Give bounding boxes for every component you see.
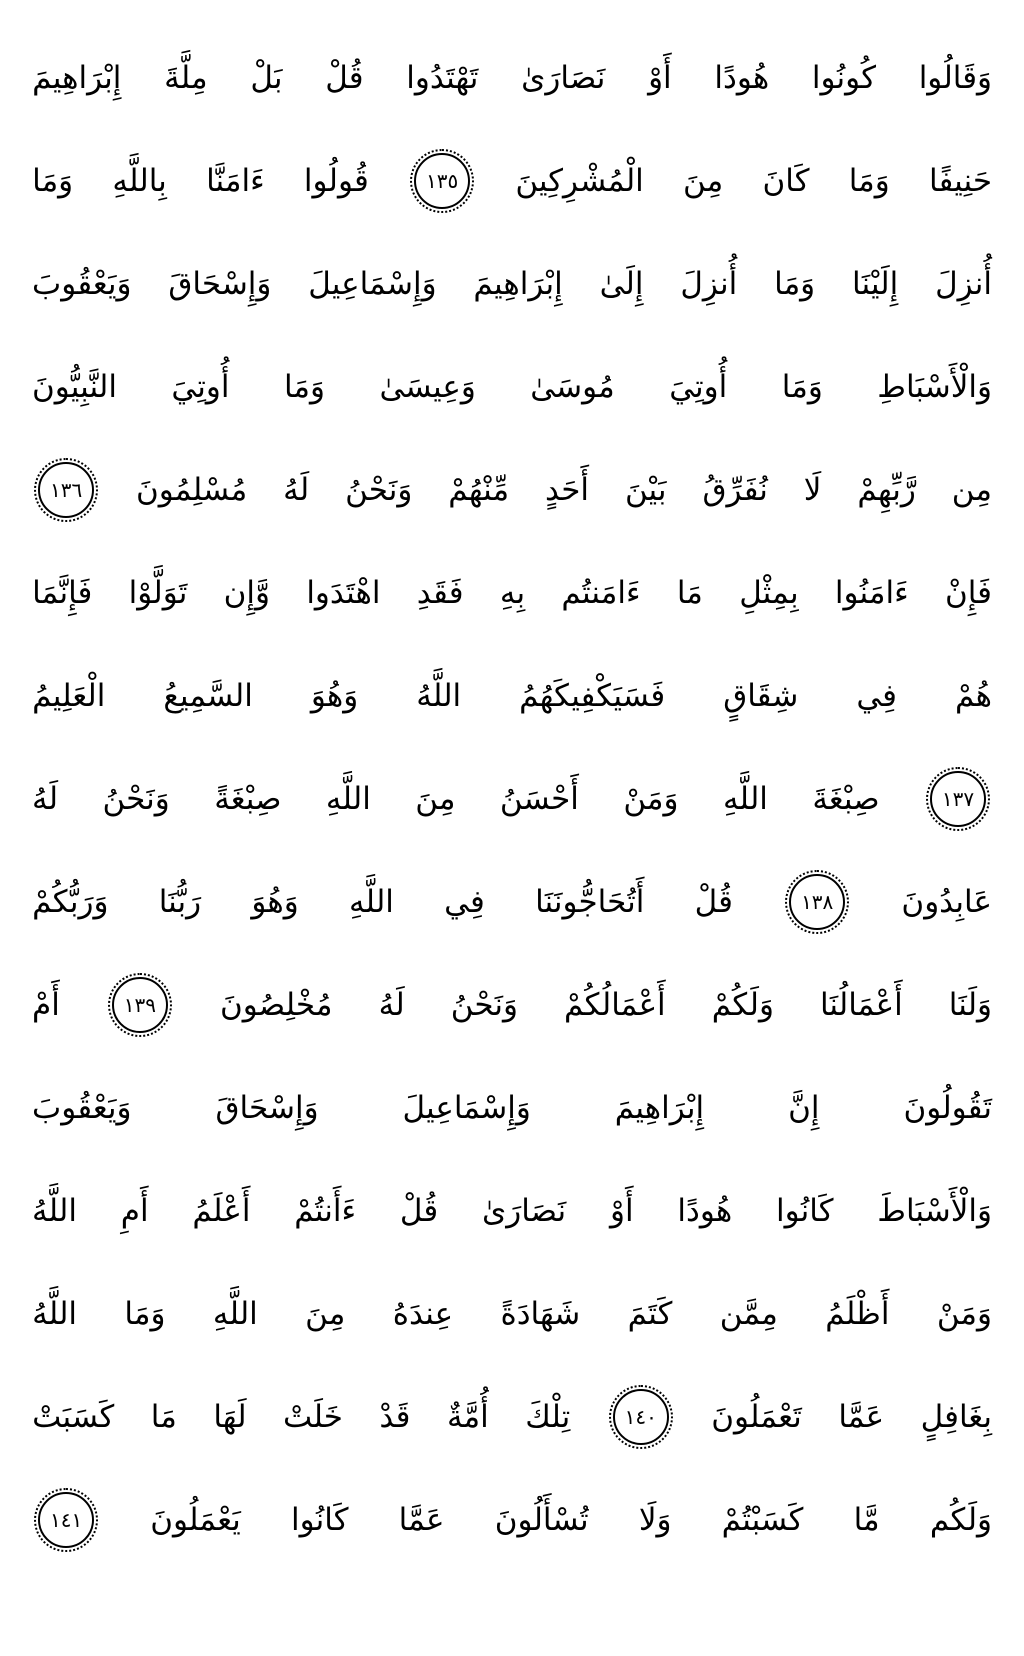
- ayah-end-marker-icon: [38, 1492, 94, 1548]
- verse-word: مِنَ: [415, 780, 456, 817]
- verse-word: حَنِيفًا: [929, 162, 992, 199]
- verse-word: قَدْ: [379, 1398, 411, 1435]
- verse-word: وَيَعْقُوبَ: [32, 265, 132, 302]
- verse-word: عَمَّا: [398, 1501, 445, 1538]
- verse-word: وَنَحْنُ: [345, 471, 413, 508]
- verse-word: وَهُوَ: [251, 883, 299, 920]
- verse-word: صِبْغَةً: [214, 780, 282, 817]
- quran-text-block: [32, 26, 992, 1571]
- verse-word: فَإِنْ: [944, 574, 992, 611]
- ayah-number: ١٤١: [49, 1507, 83, 1532]
- verse-word: وَمَا: [32, 162, 74, 199]
- verse-word: تَعْمَلُونَ: [711, 1398, 802, 1435]
- quran-line-14: [32, 1365, 992, 1468]
- verse-word: مُخْلِصُونَ: [219, 986, 333, 1023]
- verse-word: أَحْسَنُ: [499, 780, 579, 817]
- verse-word: يَعْمَلُونَ: [150, 1501, 241, 1538]
- verse-word: مَا: [676, 574, 703, 611]
- verse-word: ءَامَنتُم: [561, 574, 641, 611]
- verse-word: اللَّهُ: [416, 677, 462, 714]
- verse-word: خَلَتْ: [283, 1398, 343, 1435]
- verse-word: لَهُ: [32, 780, 59, 817]
- verse-word: أَظْلَمُ: [825, 1295, 890, 1332]
- ayah-end-marker-icon: [789, 874, 845, 930]
- verse-word: أُوتِيَ: [171, 368, 230, 405]
- verse-word: قُلْ: [325, 59, 364, 96]
- verse-word: رَّبِّهِمْ: [857, 471, 916, 508]
- verse-word: تَقُولُونَ: [903, 1089, 992, 1126]
- ayah-number: ١٣٦: [50, 477, 83, 502]
- verse-word: اللَّهُ: [32, 1192, 77, 1229]
- verse-word: وَمَا: [781, 368, 823, 405]
- verse-word: إِبْرَاهِيمَ: [32, 59, 122, 96]
- verse-word: وَيَعْقُوبَ: [32, 1089, 132, 1126]
- verse-word: فِي: [444, 883, 485, 920]
- verse-word: وَإِسْحَاقَ: [215, 1089, 319, 1126]
- verse-word: عِندَهُ: [392, 1295, 454, 1332]
- verse-word: بَيْنَ: [624, 471, 667, 508]
- verse-word: مَا: [150, 1398, 177, 1435]
- verse-word: قُلْ: [694, 883, 733, 920]
- verse-word: فَقَدِ: [416, 574, 464, 611]
- quran-line-5: [32, 438, 992, 541]
- verse-word: أُنزِلَ: [935, 265, 992, 302]
- verse-word: النَّبِيُّونَ: [32, 368, 117, 405]
- verse-word: اهْتَدَوا: [306, 574, 381, 611]
- quran-line-12: [32, 1159, 992, 1262]
- verse-word: وَالْأَسْبَاطِ: [877, 368, 992, 405]
- verse-word: ءَامَنَّا: [206, 162, 265, 199]
- verse-word: إِبْرَاهِيمَ: [473, 265, 563, 302]
- ayah-number: ١٣٧: [941, 786, 975, 811]
- verse-word: أَمْ: [32, 986, 60, 1023]
- verse-word: إِلَيْنَا: [852, 265, 899, 302]
- verse-word: وَإِسْمَاعِيلَ: [402, 1089, 531, 1126]
- verse-word: فِي: [856, 677, 898, 714]
- verse-word: اللَّهِ: [325, 780, 371, 817]
- ayah-number: ١٣٩: [123, 992, 157, 1017]
- verse-word: وَرَبُّكُمْ: [32, 883, 109, 920]
- verse-word: مَّا: [853, 1501, 880, 1538]
- verse-word: أُمَّةٌ: [446, 1398, 489, 1435]
- verse-word: وَلَنَا: [948, 986, 992, 1023]
- verse-word: لَهُ: [283, 471, 310, 508]
- verse-word: مِمَّن: [719, 1295, 778, 1332]
- verse-word: وَإِسْحَاقَ: [168, 265, 272, 302]
- verse-word: وَلَكُمْ: [711, 986, 774, 1023]
- verse-word: السَّمِيعُ: [163, 677, 253, 714]
- verse-word: عَابِدُونَ: [901, 883, 992, 920]
- verse-word: أَوْ: [648, 59, 672, 96]
- verse-word: بَلْ: [250, 59, 283, 96]
- verse-word: مِن: [951, 471, 992, 508]
- verse-word: اللَّهُ: [32, 1295, 78, 1332]
- ayah-number: ١٣٨: [801, 889, 834, 914]
- verse-word: أُوتِيَ: [669, 368, 728, 405]
- quran-line-3: [32, 232, 992, 335]
- verse-word: قُلْ: [399, 1192, 439, 1229]
- verse-word: بِهِ: [499, 574, 526, 611]
- verse-word: مِلَّةَ: [164, 59, 208, 96]
- verse-word: ءَأَنتُمْ: [294, 1192, 357, 1229]
- verse-word: كَانُوا: [291, 1501, 349, 1538]
- verse-word: إِبْرَاهِيمَ: [614, 1089, 705, 1126]
- verse-word: رَبُّنَا: [158, 883, 202, 920]
- verse-word: مُسْلِمُونَ: [136, 471, 248, 508]
- verse-word: عَمَّا: [838, 1398, 885, 1435]
- verse-word: هُمْ: [955, 677, 992, 714]
- verse-word: نَصَارَىٰ: [481, 1192, 567, 1229]
- verse-word: وَنَحْنُ: [450, 986, 518, 1023]
- quran-line-15: [32, 1468, 992, 1571]
- verse-word: نُفَرِّقُ: [702, 471, 768, 508]
- verse-word: أَتُحَاجُّونَنَا: [535, 883, 645, 920]
- verse-word: وَنَحْنُ: [102, 780, 170, 817]
- quran-line-4: [32, 335, 992, 438]
- verse-word: اللَّهِ: [722, 780, 768, 817]
- verse-word: صِبْغَةَ: [812, 780, 880, 817]
- verse-word: الْعَلِيمُ: [32, 677, 106, 714]
- verse-word: مِنَ: [683, 162, 724, 199]
- verse-word: وَلَا: [638, 1501, 672, 1538]
- verse-word: وَمَنْ: [623, 780, 679, 817]
- verse-word: تَهْتَدُوا: [406, 59, 479, 96]
- quran-line-6: [32, 541, 992, 644]
- quran-line-7: [32, 644, 992, 747]
- verse-word: وَمَا: [283, 368, 325, 405]
- verse-word: كُونُوا: [811, 59, 876, 96]
- ayah-end-marker-icon: [112, 977, 168, 1033]
- verse-word: تِلْكَ: [525, 1398, 571, 1435]
- verse-word: إِنَّ: [788, 1089, 820, 1126]
- verse-word: أَمِ: [120, 1192, 149, 1229]
- verse-word: بِاللَّهِ: [112, 162, 167, 199]
- quran-line-10: [32, 953, 992, 1056]
- verse-word: وَالْأَسْبَاطَ: [877, 1192, 992, 1229]
- verse-word: فَسَيَكْفِيكَهُمُ: [519, 677, 666, 714]
- quran-line-9: [32, 850, 992, 953]
- quran-line-2: [32, 129, 992, 232]
- ayah-end-marker-icon: [930, 771, 986, 827]
- verse-word: وَإِسْمَاعِيلَ: [308, 265, 437, 302]
- verse-word: وَمَا: [124, 1295, 166, 1332]
- verse-word: هُودًا: [714, 59, 770, 96]
- verse-word: مِنَ: [305, 1295, 346, 1332]
- verse-word: إِلَىٰ: [599, 265, 644, 302]
- verse-word: أَحَدٍ: [545, 471, 590, 508]
- verse-word: وَمَا: [848, 162, 890, 199]
- verse-word: مُوسَىٰ: [530, 368, 615, 405]
- verse-word: كَسَبْتُمْ: [721, 1501, 804, 1538]
- verse-word: وَمَا: [774, 265, 816, 302]
- verse-word: أَعْمَالُنَا: [819, 986, 903, 1023]
- verse-word: كَتَمَ: [627, 1295, 673, 1332]
- verse-word: كَانَ: [762, 162, 810, 199]
- verse-word: لَا: [803, 471, 822, 508]
- quran-line-11: [32, 1056, 992, 1159]
- verse-word: أُنزِلَ: [680, 265, 738, 302]
- ayah-number: ١٤٠: [624, 1404, 657, 1429]
- verse-word: هُودًا: [677, 1192, 733, 1229]
- ayah-end-marker-icon: [38, 462, 94, 518]
- quran-line-8: [32, 747, 992, 850]
- verse-word: وَعِيسَىٰ: [379, 368, 476, 405]
- verse-word: الْمُشْرِكِينَ: [515, 162, 644, 199]
- verse-word: وَمَنْ: [936, 1295, 992, 1332]
- verse-word: تَوَلَّوْا: [128, 574, 188, 611]
- verse-word: ءَامَنُوا: [834, 574, 909, 611]
- verse-word: بِغَافِلٍ: [920, 1398, 992, 1435]
- ayah-end-marker-icon: [414, 153, 470, 209]
- verse-word: شِقَاقٍ: [723, 677, 799, 714]
- verse-word: بِمِثْلِ: [739, 574, 799, 611]
- verse-word: اللَّهِ: [348, 883, 394, 920]
- quran-line-13: [32, 1262, 992, 1365]
- verse-word: لَهُ: [378, 986, 405, 1023]
- verse-word: وَّإِن: [223, 574, 271, 611]
- verse-word: كَانُوا: [776, 1192, 834, 1229]
- verse-word: شَهَادَةً: [500, 1295, 581, 1332]
- verse-word: كَسَبَتْ: [32, 1398, 115, 1435]
- verse-word: أَعْلَمُ: [192, 1192, 251, 1229]
- verse-word: مِّنْهُمْ: [448, 471, 510, 508]
- verse-word: فَإِنَّمَا: [32, 574, 93, 611]
- verse-word: أَوْ: [610, 1192, 634, 1229]
- verse-word: وَلَكُم: [929, 1501, 992, 1538]
- ayah-number: ١٣٥: [425, 168, 459, 193]
- verse-word: قُولُوا: [303, 162, 369, 199]
- ayah-end-marker-icon: [613, 1389, 669, 1445]
- verse-word: لَهَا: [213, 1398, 247, 1435]
- verse-word: وَقَالُوا: [918, 59, 992, 96]
- verse-word: وَهُوَ: [310, 677, 359, 714]
- verse-word: اللَّهِ: [212, 1295, 258, 1332]
- quran-line-1: [32, 26, 992, 129]
- verse-word: تُسْأَلُونَ: [494, 1501, 589, 1538]
- verse-word: أَعْمَالُكُمْ: [564, 986, 666, 1023]
- verse-word: نَصَارَىٰ: [521, 59, 606, 96]
